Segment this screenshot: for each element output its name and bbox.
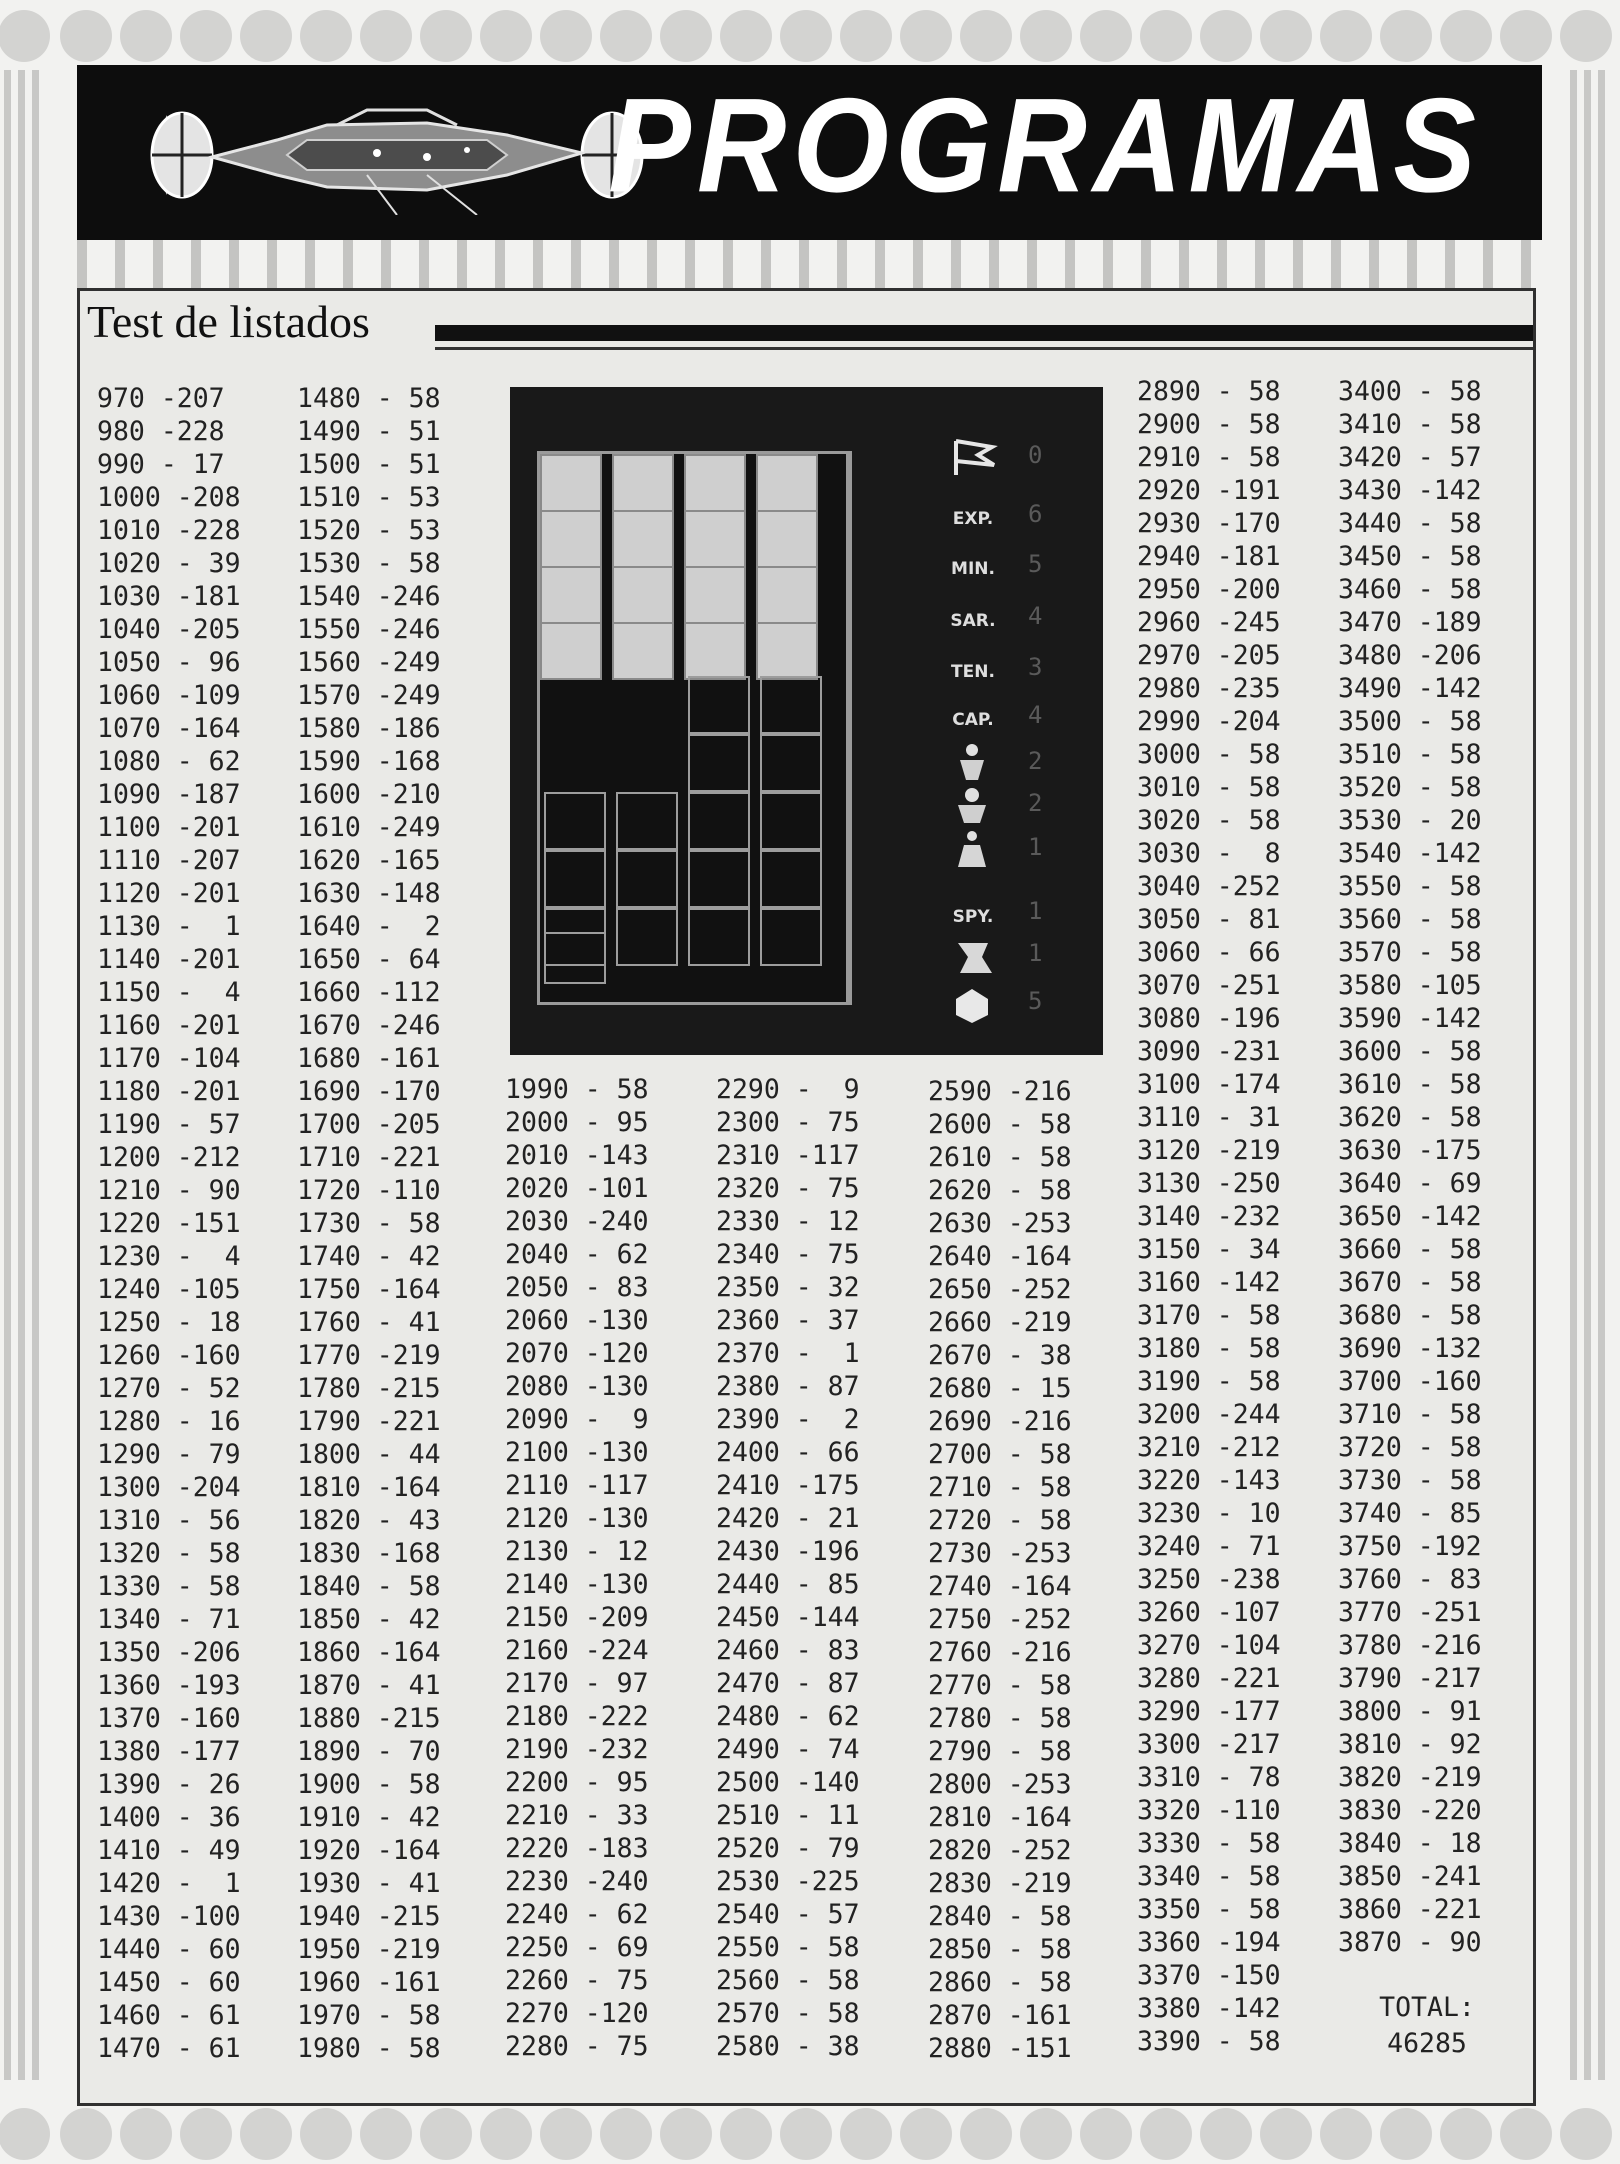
right-stripes [1570, 70, 1610, 2080]
marshal-icon [948, 829, 1000, 869]
board-cell [612, 510, 674, 568]
title-rule-thin [435, 347, 1533, 350]
title-rule [435, 325, 1533, 341]
header-bars [77, 240, 1542, 288]
board-cell [684, 566, 746, 624]
bottom-perforation [0, 2108, 1620, 2164]
board-cell [756, 510, 818, 568]
spy-icon [948, 937, 1000, 977]
listing-column-2: 1480 - 58 1490 - 51 1500 - 51 1510 - 53 1520 - 53 1530 - 58 1540 -246 1550 -246 1560 -249 1570 -249 1580 -186 1590 -168 1600 -210 1610 -249 1620 -165 1630 -148 1640 - 2 1650 - 64 1660 -112 1670 -246 1680 -161 1690 -170 1700 -205 1710 -221 1720 -110 1730 - 58 1740 - 42 1750 -164 1760 - 41 1770 -219 1780 -215 1790 -221 1800 - 44 1810 -164 1820 - 43 1830 -168 1840 - 58 1850 - 42 1860 -164 1870 - 41 1880 -215 1890 - 70 1900 - 58 1910 - 42 1920 -164 1930 - 41 1940 -215 1950 -219 1960 -161 1970 - 58 1980 - 58 [297, 383, 441, 2064]
header-title: PROGRAMAS [608, 71, 1482, 221]
total-value: 46285 [1387, 2028, 1467, 2059]
board-cell [760, 850, 822, 908]
count-flag: 0 [1028, 441, 1043, 469]
board-cell [612, 622, 674, 680]
total-label: TOTAL: [1379, 1992, 1475, 2023]
board-cell [544, 792, 606, 850]
board-cell [540, 622, 602, 680]
side-label-cap: CAP. [952, 710, 994, 730]
listing-column-5: 2590 -216 2600 - 58 2610 - 58 2620 - 58 2630 -253 2640 -164 2650 -252 2660 -219 2670 - 38 2680 - 15 2690 -216 2700 - 58 2710 - 58 2720 - 58 2730 -253 2740 -164 2750 -252 2760 -216 2770 - 58 2780 - 58 2790 - 58 2800 -253 2810 -164 2820 -252 2830 -219 2840 - 58 2850 - 58 2860 - 58 2870 -161 2880 -151 [928, 1076, 1072, 2064]
side-label-ten: TEN. [951, 662, 995, 682]
side-label-spy: SPY. [952, 907, 994, 927]
count-officer: 2 [1028, 789, 1043, 817]
board-cell [616, 850, 678, 908]
board-cell [612, 454, 674, 512]
left-stripes [4, 70, 44, 2080]
listing-column-4: 2290 - 9 2300 - 75 2310 -117 2320 - 75 2330 - 12 2340 - 75 2350 - 32 2360 - 37 2370 - 1 2380 - 87 2390 - 2 2400 - 66 2410 -175 2420 - 21 2430 -196 2440 - 85 2450 -144 2460 - 83 2470 - 87 2480 - 62 2490 - 74 2500 -140 2510 - 11 2520 - 79 2530 -225 2540 - 57 2550 - 58 2560 - 58 2570 - 58 2580 - 38 [716, 1074, 860, 2062]
board-cell [616, 908, 678, 966]
board-cell [684, 510, 746, 568]
count-spy-icon: 1 [1028, 939, 1043, 967]
section-title: Test de listados [87, 296, 370, 347]
side-label-min: MIN. [951, 559, 995, 579]
board-cell [684, 454, 746, 512]
board-cell [756, 566, 818, 624]
board-cell [544, 932, 606, 984]
listing-column-7: 3400 - 58 3410 - 58 3420 - 57 3430 -142 3440 - 58 3450 - 58 3460 - 58 3470 -189 3480 -206 3490 -142 3500 - 58 3510 - 58 3520 - 58 3530 - 20 3540 -142 3550 - 58 3560 - 58 3570 - 58 3580 -105 3590 -142 3600 - 58 3610 - 58 3620 - 58 3630 -175 3640 - 69 3650 -142 3660 - 58 3670 - 58 3680 - 58 3690 -132 3700 -160 3710 - 58 3720 - 58 3730 - 58 3740 - 85 3750 -192 3760 - 83 3770 -251 3780 -216 3790 -217 3800 - 91 3810 - 92 3820 -219 3830 -220 3840 - 18 3850 -241 3860 -221 3870 - 90 [1338, 376, 1482, 1958]
listing-column-1: 970 -207 980 -228 990 - 17 1000 -208 1010 -228 1020 - 39 1030 -181 1040 -205 1050 - 96 1060 -109 1070 -164 1080 - 62 1090 -187 1100 -201 1110 -207 1120 -201 1130 - 1 1140 -201 1150 - 4 1160 -201 1170 -104 1180 -201 1190 - 57 1200 -212 1210 - 90 1220 -151 1230 - 4 1240 -105 1250 - 18 1260 -160 1270 - 52 1280 - 16 1290 - 79 1300 -204 1310 - 56 1320 - 58 1330 - 58 1340 - 71 1350 -206 1360 -193 1370 -160 1380 -177 1390 - 26 1400 - 36 1410 - 49 1420 - 1 1430 -100 1440 - 60 1450 - 60 1460 - 61 1470 - 61 [97, 383, 241, 2064]
side-label-sar: SAR. [950, 611, 996, 631]
board-cell [688, 908, 750, 966]
board-cell [760, 676, 822, 734]
count-spy: 1 [1028, 897, 1043, 925]
count-cap: 4 [1028, 701, 1043, 729]
count-sar: 4 [1028, 602, 1043, 630]
listing-column-3: 1990 - 58 2000 - 95 2010 -143 2020 -101 2030 -240 2040 - 62 2050 - 83 2060 -130 2070 -120 2080 -130 2090 - 9 2100 -130 2110 -117 2120 -130 2130 - 12 2140 -130 2150 -209 2160 -224 2170 - 97 2180 -222 2190 -232 2200 - 95 2210 - 33 2220 -183 2230 -240 2240 - 62 2250 - 69 2260 - 75 2270 -120 2280 - 75 [505, 1074, 649, 2062]
board-cell [688, 850, 750, 908]
board-cell [760, 908, 822, 966]
board-cell [756, 454, 818, 512]
flag-icon [948, 437, 1000, 477]
count-ten: 3 [1028, 653, 1043, 681]
game-screenshot [510, 387, 1103, 1055]
board-cell [684, 622, 746, 680]
board-cell [760, 792, 822, 850]
board-cell [612, 566, 674, 624]
side-label-exp: EXP. [952, 509, 994, 529]
header-banner [77, 65, 1542, 240]
board-cell [688, 676, 750, 734]
count-soldier: 2 [1028, 747, 1043, 775]
count-bomb: 5 [1028, 987, 1043, 1015]
officer-icon [948, 785, 1000, 825]
listing-column-6: 2890 - 58 2900 - 58 2910 - 58 2920 -191 2930 -170 2940 -181 2950 -200 2960 -245 2970 -205 2980 -235 2990 -204 3000 - 58 3010 - 58 3020 - 58 3030 - 8 3040 -252 3050 - 81 3060 - 66 3070 -251 3080 -196 3090 -231 3100 -174 3110 - 31 3120 -219 3130 -250 3140 -232 3150 - 34 3160 -142 3170 - 58 3180 - 58 3190 - 58 3200 -244 3210 -212 3220 -143 3230 - 10 3240 - 71 3250 -238 3260 -107 3270 -104 3280 -221 3290 -177 3300 -217 3310 - 78 3320 -110 3330 - 58 3340 - 58 3350 - 58 3360 -194 3370 -150 3380 -142 3390 - 58 [1137, 376, 1281, 2057]
game-board [537, 451, 852, 1005]
soldier-icon [948, 742, 1000, 782]
count-marshal: 1 [1028, 833, 1043, 861]
board-cell [688, 792, 750, 850]
top-perforation [0, 10, 1620, 66]
board-cell [616, 792, 678, 850]
board-cell [688, 734, 750, 792]
board-cell [540, 510, 602, 568]
bomb-icon [948, 985, 1000, 1025]
board-cell [540, 566, 602, 624]
board-cell [760, 734, 822, 792]
board-cell [756, 622, 818, 680]
spaceship-illustration [127, 95, 667, 215]
board-cell [544, 850, 606, 908]
count-min: 5 [1028, 550, 1043, 578]
board-cell [540, 454, 602, 512]
count-exp: 6 [1028, 500, 1043, 528]
